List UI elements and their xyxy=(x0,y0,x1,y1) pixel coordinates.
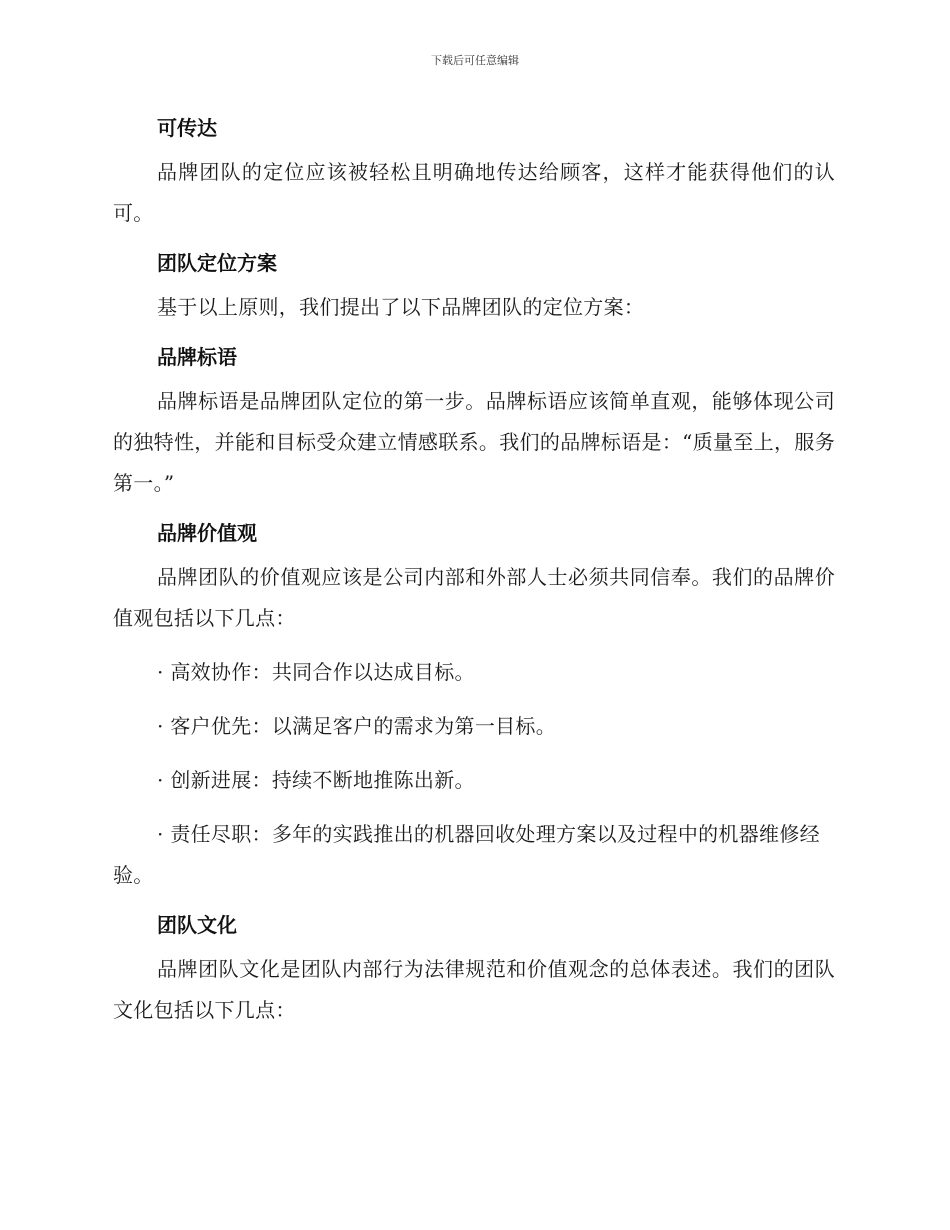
page-header: 下载后可任意编辑 xyxy=(431,54,519,67)
list-item: · 高效协作：共同合作以达成目标。 xyxy=(157,660,475,684)
list-item-wrapped: · 责任尽职：多年的实践推出的机器回收处理方案以及过程中的机器维修经验。 xyxy=(113,822,820,887)
heading-communicable: 可传达 xyxy=(157,116,217,140)
heading-brand-values: 品牌价值观 xyxy=(157,521,257,545)
paragraph-brand-values: 品牌团队的价值观应该是公司内部和外部人士必须共同信奉。我们的品牌价值观包括以下几点： xyxy=(113,565,835,630)
heading-positioning-plan: 团队定位方案 xyxy=(157,251,277,275)
list-item: · 创新进展：持续不断地推陈出新。 xyxy=(157,768,475,792)
heading-team-culture: 团队文化 xyxy=(157,913,237,937)
paragraph-team-culture: 品牌团队文化是团队内部行为法律规范和价值观念的总体表述。我们的团队文化包括以下几点： xyxy=(113,957,835,1022)
paragraph-brand-slogan: 品牌标语是品牌团队定位的第一步。品牌标语应该简单直观，能够体现公司的独特性，并能和目标受众建立情感联系。我们的品牌标语是：“质量至上，服务第一。” xyxy=(113,389,835,495)
list-item: · 客户优先：以满足客户的需求为第一目标。 xyxy=(157,714,557,738)
document-body xyxy=(113,108,835,1040)
heading-brand-slogan: 品牌标语 xyxy=(157,345,237,369)
paragraph-communicable: 品牌团队的定位应该被轻松且明确地传达给顾客，这样才能获得他们的认可。 xyxy=(113,160,835,225)
paragraph-positioning-plan: 基于以上原则，我们提出了以下品牌团队的定位方案： xyxy=(157,295,645,319)
